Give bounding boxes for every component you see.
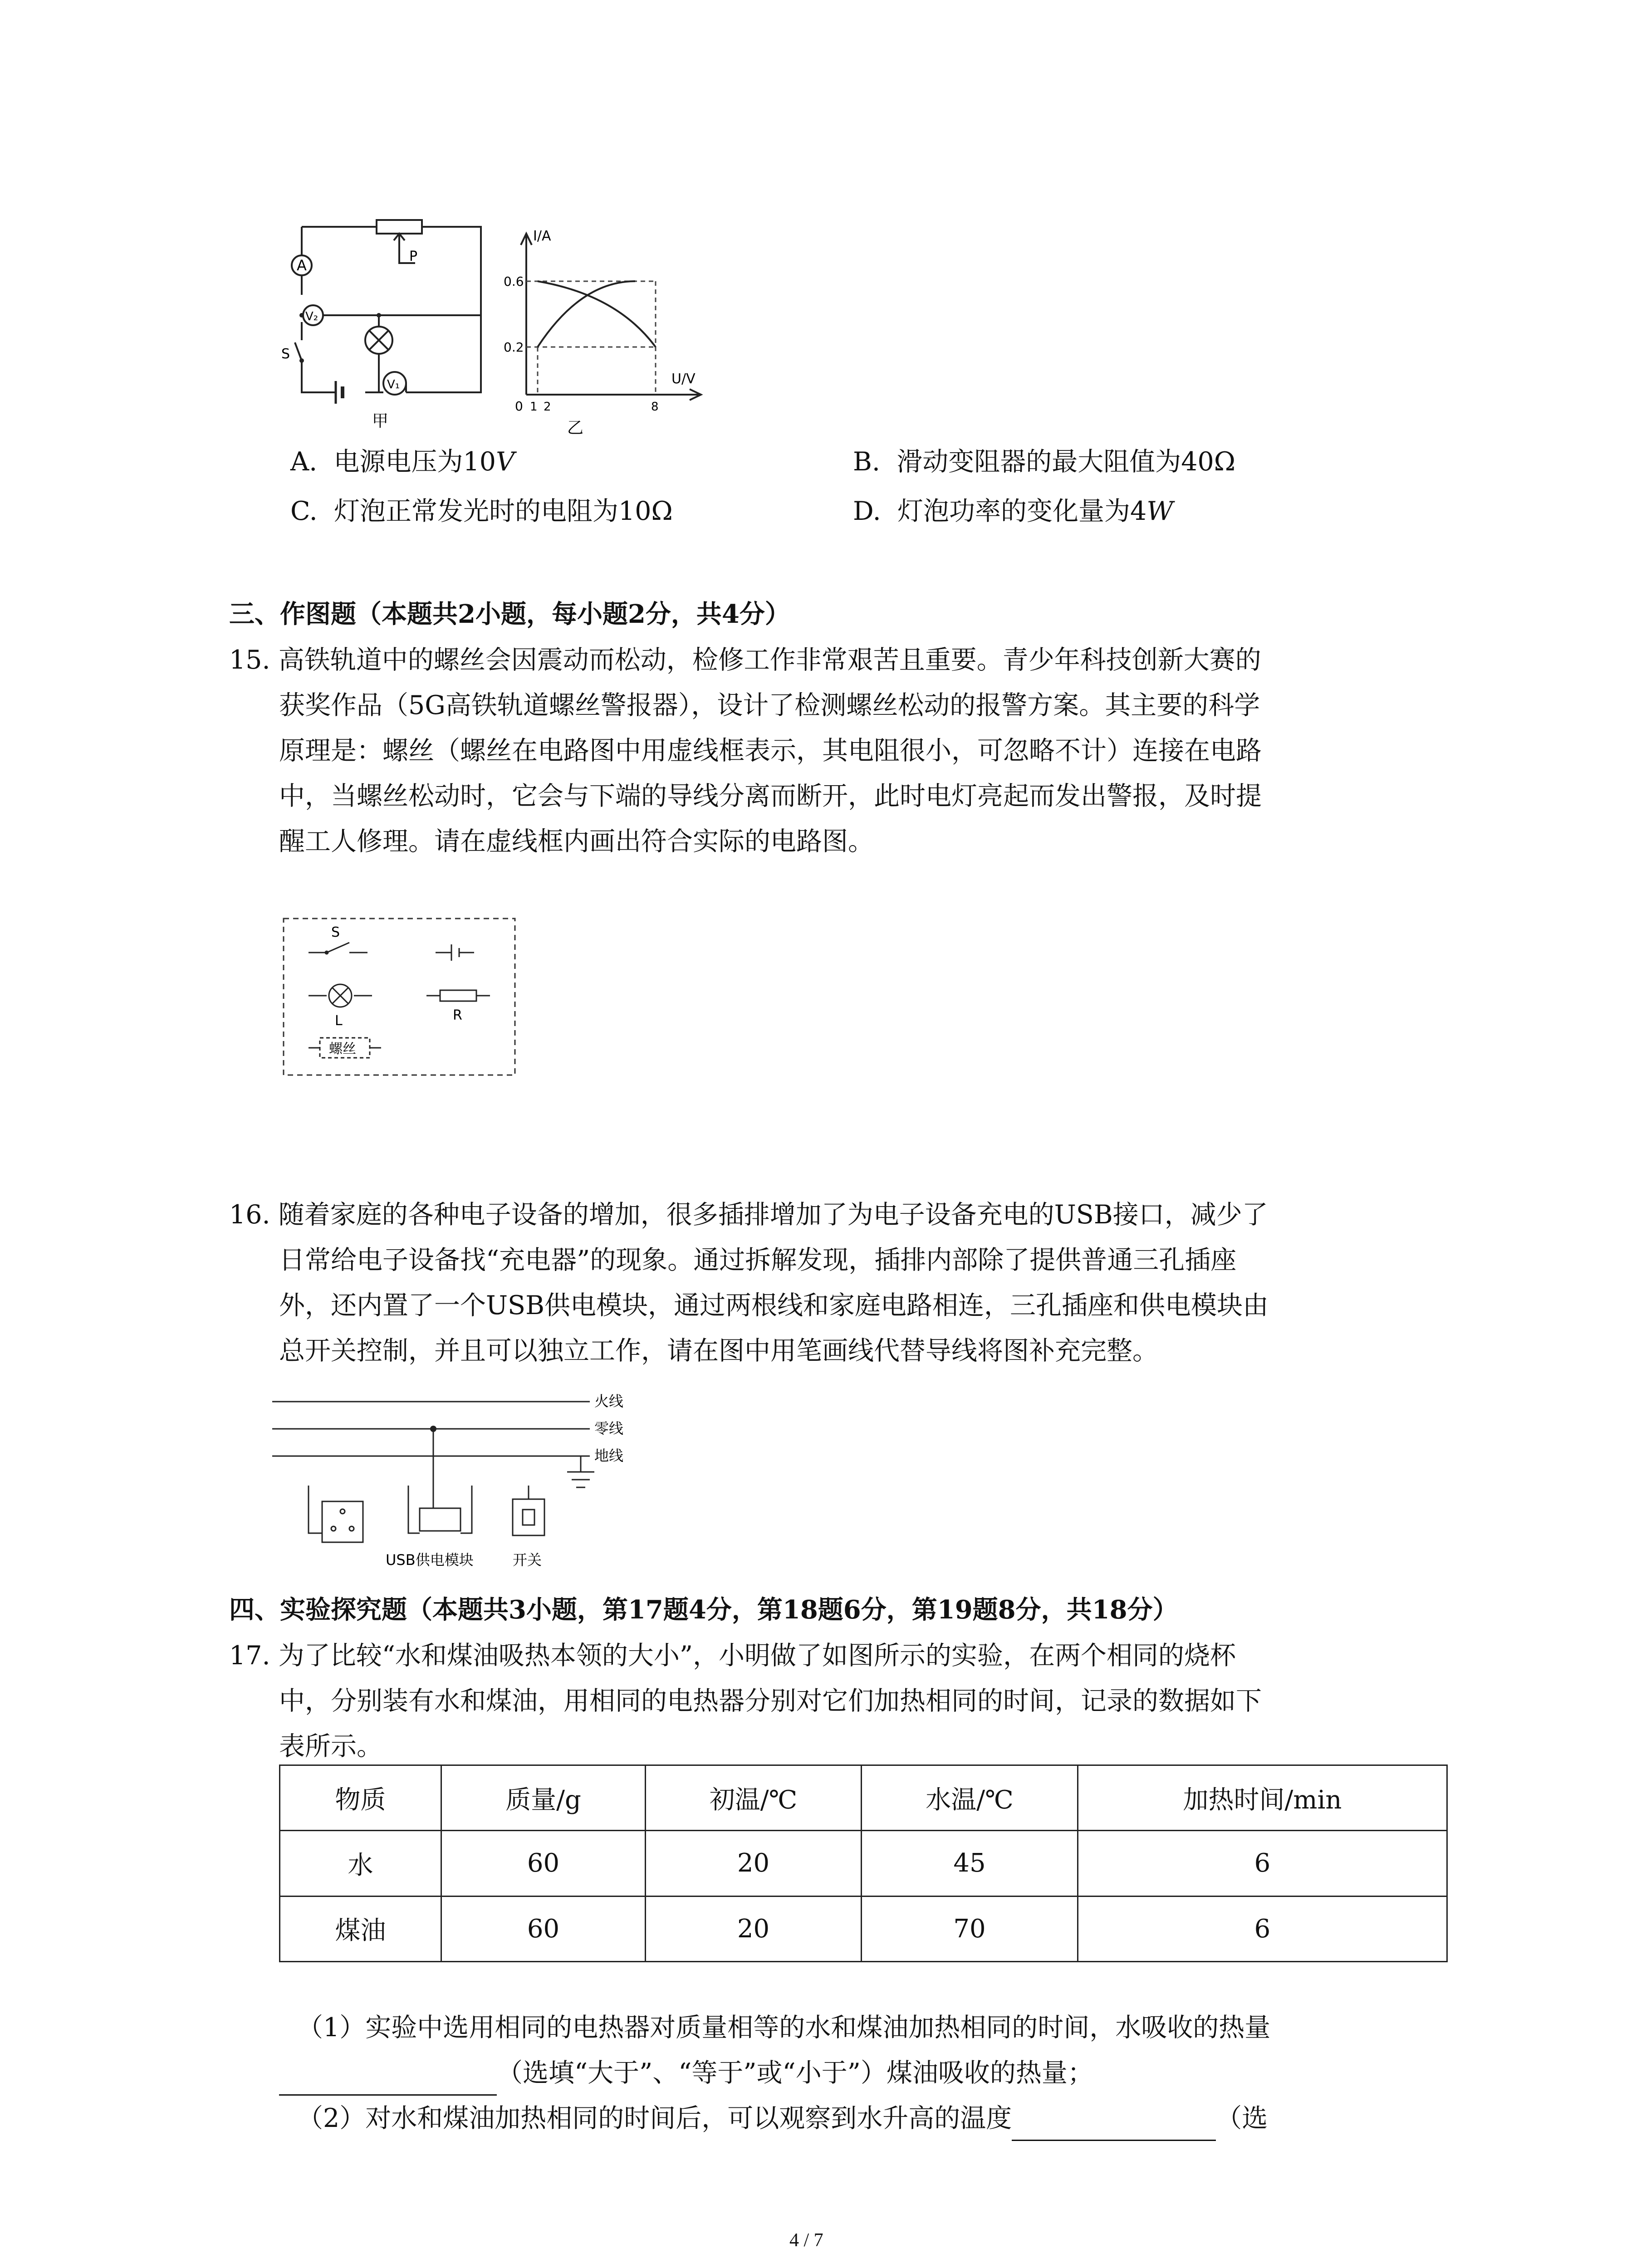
slider-label: P — [409, 249, 418, 264]
q17-sub2-line: （2）对水和煤油加热相同的时间后，可以观察到水升高的温度 （选 — [297, 2096, 1268, 2141]
component-lamp-label: L — [335, 1013, 343, 1029]
header-initial-temp: 初温/℃ — [646, 1765, 862, 1831]
y-tick-02: 0.2 — [504, 340, 524, 355]
q17-sub1-line-b: （选填“大于”、“等于”或“小于”）煤油吸收的热量； — [279, 2050, 1093, 2096]
x-tick-8: 8 — [651, 400, 659, 414]
usb-module-label: USB供电模块 — [386, 1551, 474, 1569]
q16-wiring-diagram — [272, 1383, 658, 1574]
q15-line-5: 醒工人修理。请在虚线框内画出符合实际的电路图。 — [279, 826, 874, 856]
header-heating-time: 加热时间/min — [1078, 1765, 1447, 1831]
q14-option-a: A. 电源电压为10V — [290, 447, 515, 477]
q16-line-3: 外，还内置了一个USB供电模块，通过两根线和家庭电路相连，三孔插座和供电模块由 — [279, 1290, 1269, 1320]
q15-line-2: 获奖作品（5G高铁轨道螺丝警报器），设计了检测螺丝松动的报警方案。其主要的科学 — [279, 690, 1260, 720]
table-cell: 20 — [646, 1831, 862, 1896]
x-axis-label: U/V — [671, 371, 696, 387]
answer-blank-1[interactable] — [279, 2067, 497, 2096]
x-tick-1: 1 — [530, 400, 538, 414]
table-header-row — [280, 1765, 1447, 1831]
header-water-temp: 水温/℃ — [862, 1765, 1078, 1831]
table-cell: 20 — [646, 1896, 862, 1961]
x-tick-2: 2 — [544, 400, 551, 414]
table-cell: 6 — [1078, 1896, 1447, 1961]
y-tick-06: 0.6 — [504, 274, 524, 289]
q17-data-table — [279, 1765, 1448, 1962]
q14-iu-graph — [490, 227, 726, 440]
live-wire-label: 火线 — [594, 1393, 624, 1410]
q17-line-3: 表所示。 — [279, 1731, 382, 1761]
header-substance: 物质 — [280, 1765, 441, 1831]
voltmeter1-label: V₁ — [387, 378, 400, 391]
component-switch-label: S — [331, 924, 340, 940]
answer-blank-2[interactable] — [1012, 2112, 1216, 2141]
table-cell: 6 — [1078, 1831, 1447, 1896]
component-resistor-label: R — [453, 1007, 462, 1023]
q14-option-c: C. 灯泡正常发光时的电阻为10Ω — [290, 496, 673, 526]
switch-label-q16: 开关 — [513, 1551, 542, 1569]
q17-sub1-line-a: （1）实验中选用相同的电热器对质量相等的水和煤油加热相同的时间，水吸收的热量 — [297, 2013, 1271, 2043]
y-axis-label: I/A — [533, 228, 551, 244]
table-row — [280, 1896, 1447, 1961]
q15-line-4: 中，当螺丝松动时，它会与下端的导线分离而断开，此时电灯亮起而发出警报，及时提 — [279, 781, 1262, 811]
origin-label: 0 — [515, 399, 523, 414]
table-cell: 60 — [441, 1831, 646, 1896]
table-cell: 70 — [862, 1896, 1078, 1961]
page-number: 4 / 7 — [789, 2230, 823, 2251]
table-cell: 水 — [280, 1831, 441, 1896]
q17-line-1: 17. 为了比较“水和煤油吸热本领的大小”，小明做了如图所示的实验，在两个相同的烧杯 — [229, 1641, 1236, 1671]
q14-circuit-diagram — [263, 209, 499, 445]
neutral-wire-label: 零线 — [594, 1420, 624, 1437]
table-cell: 煤油 — [280, 1896, 441, 1961]
ammeter-label: A — [297, 257, 307, 274]
voltmeter2-label: V₂ — [305, 310, 318, 323]
component-screw-label: 螺丝 — [329, 1041, 356, 1057]
table-row — [280, 1831, 1447, 1896]
table-cell: 45 — [862, 1831, 1078, 1896]
q17-line-2: 中，分别装有水和煤油，用相同的电热器分别对它们加热相同的时间，记录的数据如下 — [279, 1686, 1262, 1716]
table-cell: 60 — [441, 1896, 646, 1961]
q16-line-2: 日常给电子设备找“充电器”的现象。通过拆解发现，插排内部除了提供普通三孔插座 — [279, 1245, 1237, 1275]
q15-line-1: 15. 高铁轨道中的螺丝会因震动而松动，检修工作非常艰苦且重要。青少年科技创新大赛的 — [229, 645, 1261, 675]
header-mass: 质量/g — [441, 1765, 646, 1831]
q14-option-d: D. 灯泡功率的变化量为4W — [853, 496, 1173, 526]
caption-yi: 乙 — [567, 419, 584, 437]
switch-label: S — [281, 346, 290, 362]
caption-jia: 甲 — [372, 412, 389, 430]
section3-heading: 三、作图题（本题共2小题，每小题2分，共4分） — [229, 599, 790, 629]
section4-heading: 四、实验探究题（本题共3小题，第17题4分，第18题6分，第19题8分，共18分） — [229, 1595, 1178, 1625]
q15-component-box — [281, 916, 517, 1080]
q16-line-4: 总开关控制，并且可以独立工作，请在图中用笔画线代替导线将图补充完整。 — [279, 1336, 1158, 1366]
ground-wire-label: 地线 — [594, 1447, 624, 1464]
q14-option-b: B. 滑动变阻器的最大阻值为40Ω — [853, 447, 1236, 477]
q15-line-3: 原理是：螺丝（螺丝在电路图中用虚线框表示，其电阻很小，可忽略不计）连接在电路 — [279, 736, 1262, 766]
q16-line-1: 16. 随着家庭的各种电子设备的增加，很多插排增加了为电子设备充电的USB接口，减少了 — [229, 1200, 1268, 1230]
